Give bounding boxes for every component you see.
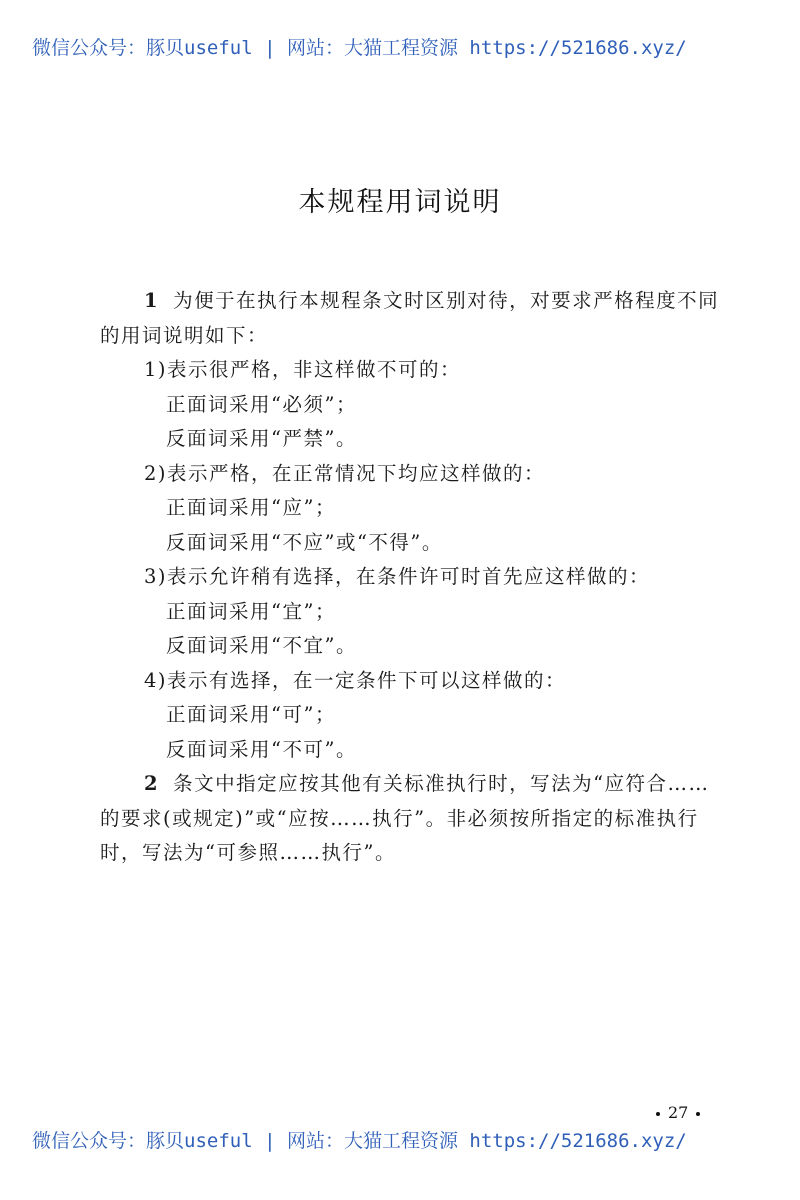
- item-4-label: 4)表示有选择，在一定条件下可以这样做的：: [144, 668, 567, 692]
- page-number-value: 27: [668, 1103, 689, 1122]
- item-2-negative: 反面词采用“不应”或“不得”。: [166, 530, 443, 554]
- item-3-negative: 反面词采用“不宜”。: [166, 634, 357, 657]
- page-number: [648, 1103, 708, 1122]
- item-1-negative: 反面词采用“严禁”。: [166, 427, 357, 450]
- item-1-positive: 正面词采用“必须”；: [166, 392, 357, 416]
- section-1-intro: 为便于在执行本规程条文时区别对待，对要求严格程度不同的用词说明如下：: [100, 289, 720, 347]
- watermark-bottom: 微信公众号：豚贝useful | 网站：大猫工程资源 https://521686.xyz/: [32, 1130, 687, 1152]
- item-3-positive: 正面词采用“宜”；: [166, 599, 336, 623]
- watermark-top: 微信公众号：豚贝useful | 网站：大猫工程资源 https://521686.xyz/: [32, 37, 687, 59]
- section-1-number: 1: [144, 289, 160, 312]
- bullet-dot-left: [656, 1112, 660, 1116]
- section-1: [100, 284, 725, 353]
- item-4-positive: 正面词采用“可”；: [166, 703, 336, 726]
- item-3-label: 3)表示允许稍有选择，在条件许可时首先应这样做的：: [144, 565, 651, 588]
- bullet-dot-right: [696, 1112, 700, 1116]
- section-2-text: 条文中指定应按其他有关标准执行时，写法为“应符合……的要求(或规定)”或“应按……执行”。非必须按所指定的标准执行时，写法为“可参照……执行”。: [100, 772, 710, 864]
- item-2-label: 2)表示严格，在正常情况下均应这样做的：: [144, 461, 546, 485]
- section-2-number: 2: [144, 772, 160, 795]
- item-1-label: 1)表示很严格，非这样做不可的：: [144, 358, 462, 381]
- item-4-negative: 反面词采用“不可”。: [166, 737, 357, 761]
- page-title: 本规程用词说明: [298, 187, 502, 218]
- item-2-positive: 正面词采用“应”；: [166, 496, 336, 519]
- section-2: [100, 767, 725, 871]
- document-body: [100, 284, 725, 871]
